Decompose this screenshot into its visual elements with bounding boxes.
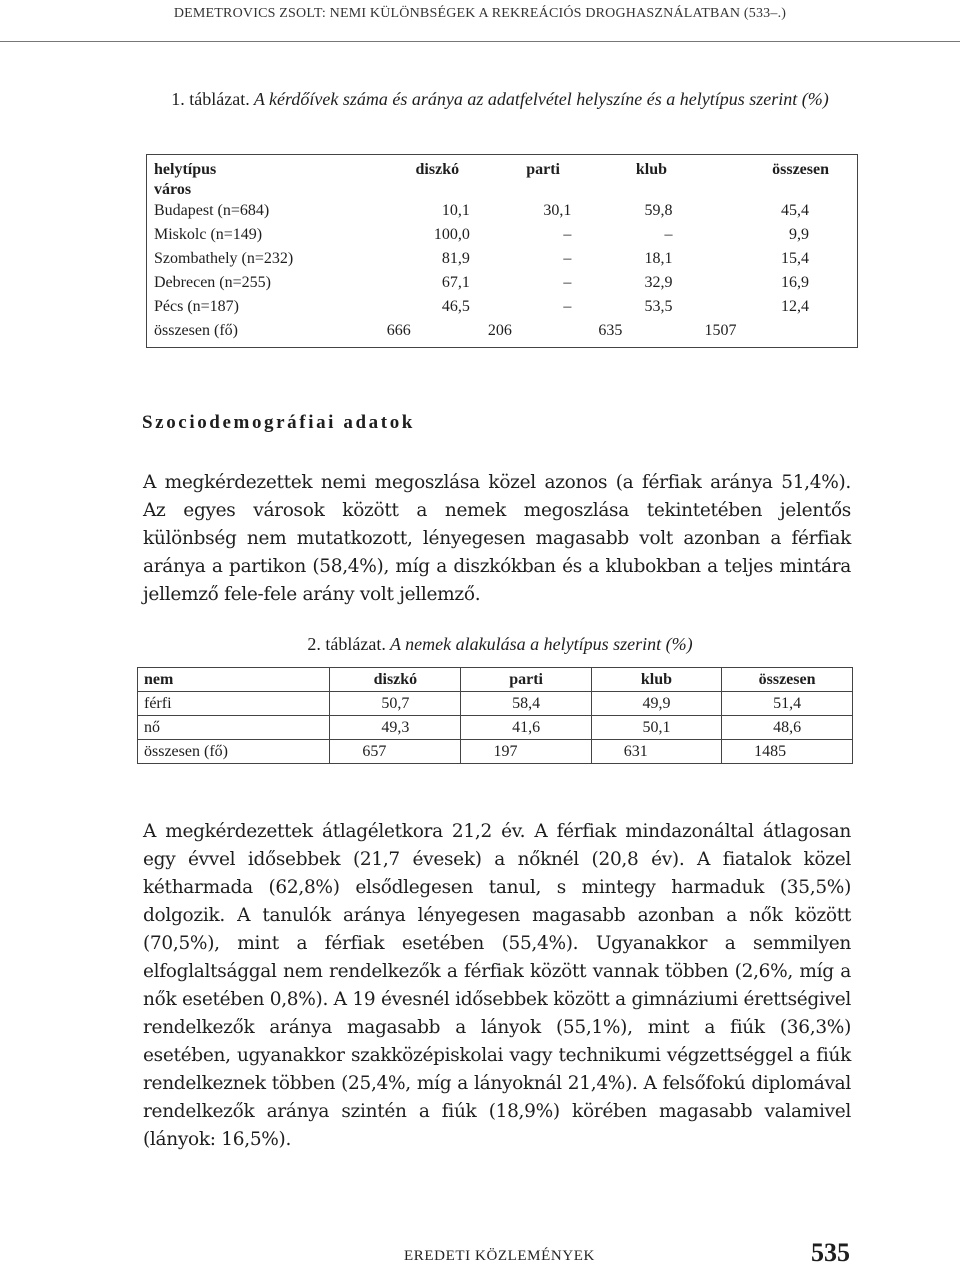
table-cell: 15,4 (781, 250, 809, 267)
table-row (147, 199, 858, 223)
column-header: klub (591, 668, 721, 692)
table-cell: 41,6 (461, 716, 591, 740)
table-cell: – (563, 250, 572, 267)
table-cell: 16,9 (781, 274, 809, 291)
table-row (138, 692, 853, 716)
table-cell: Miskolc (n=149) (154, 226, 263, 243)
table-row (147, 295, 858, 319)
table-cell: 12,4 (781, 298, 809, 315)
table-cell: 51,4 (722, 692, 853, 716)
table-cell: 49,3 (330, 716, 461, 740)
body-paragraph: A megkérdezettek átlagéletkora 21,2 év. A férfiak mindazonáltal átlagosan egy évvel idősebbek (21,7 évesek) a nőknél (20,8 év). A fiatalok közel kétharmada (62,8%) elsődlegesen tanul, s mintegy harmaduk (35,5%) dolgozik. A tanulók aránya lényegesen magasabb azonban a nők között (70,5%), mint a férfiak esetében (55,4%). Ugyanakkor a semmilyen elfoglaltsággal nem rendelkezők a férfiak között vannak többen (2,6%, míg a nők esetében 0,8%). A 19 évesnél idősebbek között a gimnáziumi érettségivel rendelkezők aránya magasabb a lányok (55,1%), mint a fiúk (36,3%) esetében, ugyanakkor szakközépiskolai vagy technikumi végzettséggel a fiúk rendelkeznek többen (25,4%, míg a lányoknál 21,4%). A felsőfokú diplomával rendelkezők aránya szintén a fiúk (18,9%) körében magasabb valamivel (lányok: 16,5%). (143, 821, 851, 1150)
table-cell: 18,1 (644, 250, 673, 267)
table-cell: összesen (fő) (154, 322, 238, 339)
page-number: 535 (811, 1238, 850, 1267)
table-cell: 1485 (722, 740, 853, 764)
table1-venue-city (146, 154, 858, 348)
table-cell: – (664, 226, 673, 243)
table-cell: 100,0 (433, 226, 470, 243)
table-row-total (138, 740, 853, 764)
table1-caption-title: A kérdőívek száma és aránya az adatfelvétel helyszíne és a helytípus szerint (%) (249, 89, 829, 109)
table2-gender-venue (137, 667, 853, 764)
table-header-row (147, 155, 858, 182)
table-cell: – (563, 274, 572, 291)
table-cell: 32,9 (644, 274, 673, 291)
table-cell: férfi (138, 692, 330, 716)
table-cell: 45,4 (781, 202, 809, 219)
table-cell: 50,7 (330, 692, 461, 716)
table-cell: 1507 (704, 322, 737, 339)
table-cell: Budapest (n=684) (154, 202, 270, 219)
table-cell: Pécs (n=187) (154, 298, 240, 315)
footer-section-label: EREDETI KÖZLEMÉNYEK (404, 1248, 595, 1264)
table2-caption (140, 631, 860, 658)
table-row-total (147, 319, 858, 348)
table1-caption (140, 86, 860, 113)
table-cell: nő (138, 716, 330, 740)
table-cell: 30,1 (543, 202, 572, 219)
table-cell: 58,4 (461, 692, 591, 716)
table-cell: 206 (487, 322, 512, 339)
table-cell: 635 (598, 322, 623, 339)
table2-caption-title: A nemek alakulása a helytípus szerint (%) (385, 634, 693, 654)
table-cell: 48,6 (722, 716, 853, 740)
column-header: diszkó (330, 668, 461, 692)
table-cell: – (563, 298, 572, 315)
table-cell: 657 (330, 740, 461, 764)
table2-caption-label: 2. táblázat. (307, 634, 386, 654)
table-cell: 9,9 (789, 226, 809, 243)
column-header: nem (138, 668, 330, 692)
table-cell: 49,9 (591, 692, 721, 716)
table-row (147, 247, 858, 271)
header-divider (0, 41, 960, 42)
table-cell: 10,1 (441, 202, 470, 219)
table-cell: 59,8 (644, 202, 673, 219)
table-cell: 197 (461, 740, 591, 764)
table-cell: Szombathely (n=232) (154, 250, 294, 267)
table-cell: 46,5 (441, 298, 470, 315)
column-header: diszkó (415, 161, 460, 178)
column-header: helytípus (154, 161, 217, 178)
table-row (147, 271, 858, 295)
running-header: DEMETROVICS ZSOLT: NEMI KÜLÖNBSÉGEK A REKREÁCIÓS DROGHASZNÁLATBAN (533–.) (173, 6, 787, 21)
column-header: összesen (772, 161, 829, 178)
table-cell: 631 (591, 740, 721, 764)
table-cell: Debrecen (n=255) (154, 274, 271, 291)
table-row (147, 223, 858, 247)
section-heading: Szociodemográfiai adatok (142, 412, 415, 433)
table-cell: 50,1 (591, 716, 721, 740)
table1-caption-label: 1. táblázat. (171, 89, 250, 109)
table-cell: 53,5 (644, 298, 673, 315)
table-cell: 666 (386, 322, 411, 339)
table-subheader-row (147, 181, 858, 199)
table-cell: összesen (fő) (138, 740, 330, 764)
table-cell: – (563, 226, 572, 243)
table-header-row (138, 668, 853, 692)
body-paragraph: A megkérdezettek nemi megoszlása közel azonos (a férfiak aránya 51,4%). Az egyes városok között a nemek megoszlása tekintetében jelentős különbség nem mutatkozott, lényegesen magasabb volt azonban a férfiak aránya a partikon (58,4%), míg a diszkókban és a klubokban a teljes mintára jellemző fele-fele arány volt jellemző. (143, 472, 851, 605)
column-header: összesen (722, 668, 853, 692)
column-header: klub (635, 161, 667, 178)
row-header-label: város (154, 181, 192, 198)
column-header: parti (526, 161, 560, 178)
table-cell: 81,9 (441, 250, 470, 267)
table-cell: 67,1 (441, 274, 470, 291)
column-header: parti (461, 668, 591, 692)
table-row (138, 716, 853, 740)
